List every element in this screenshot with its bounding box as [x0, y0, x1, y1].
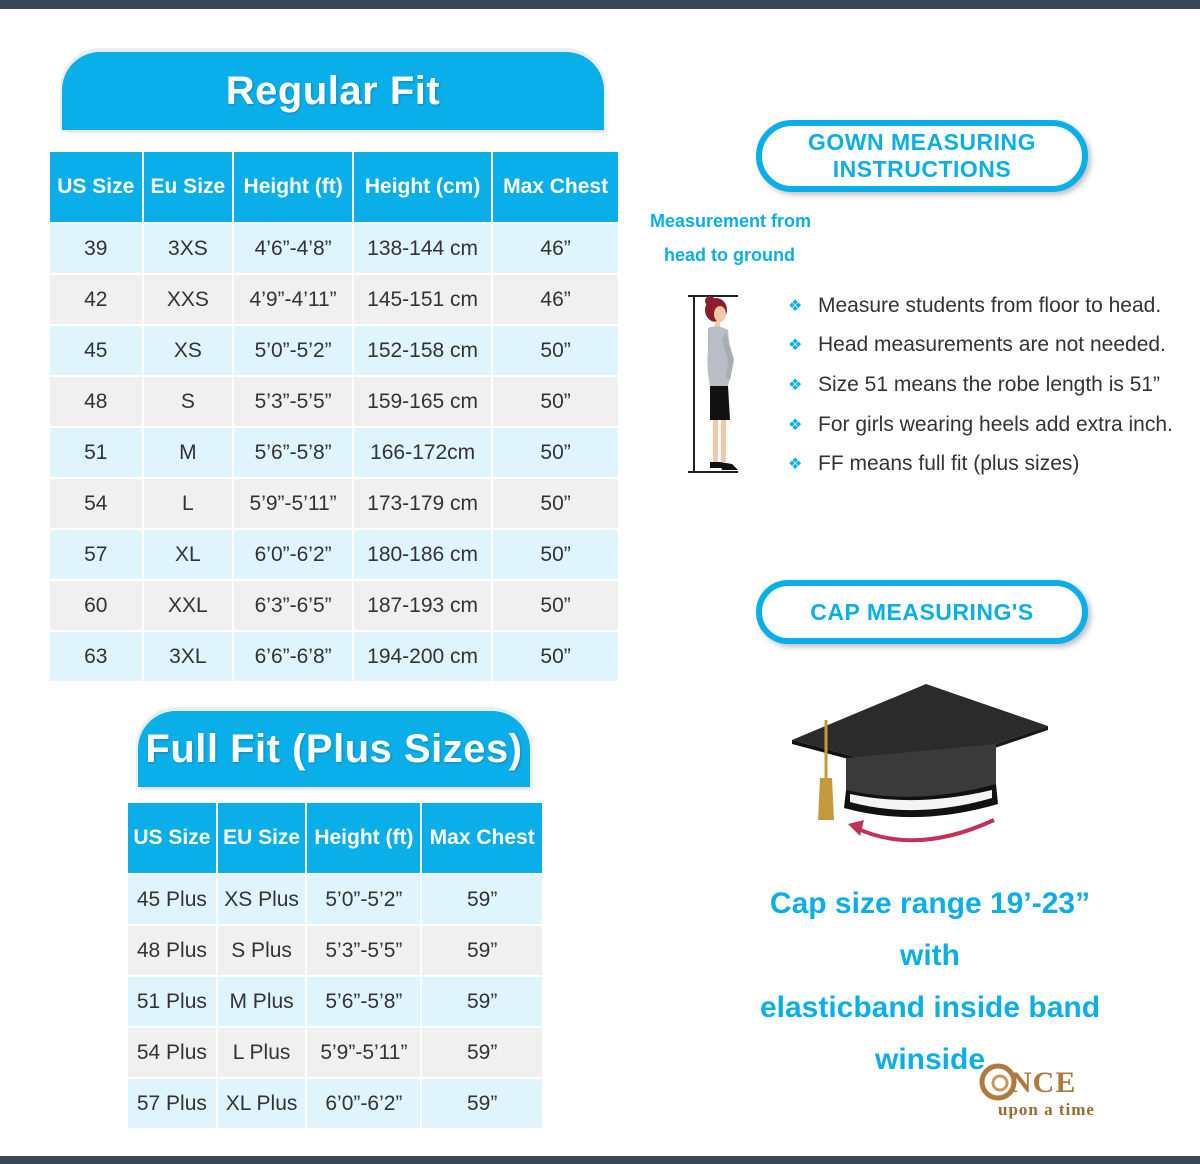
cell-height-cm: 159-165 cm — [354, 377, 491, 426]
cell-height-cm: 173-179 cm — [354, 479, 491, 528]
woman-figure-illustration — [680, 290, 760, 480]
cell-us-size: 54 Plus — [128, 1028, 216, 1077]
table-row — [50, 581, 618, 630]
instruction-text: Measure students from floor to head. — [818, 293, 1162, 317]
cell-height-cm: 180-186 cm — [354, 530, 491, 579]
header-height-ft: Height (ft) — [234, 152, 352, 222]
table-header-row — [128, 803, 542, 873]
cell-max-chest: 59” — [422, 926, 542, 975]
header-max-chest: Max Chest — [422, 803, 542, 873]
table-row — [128, 977, 542, 1026]
table-row — [50, 326, 618, 375]
table-row — [50, 632, 618, 681]
cell-height-ft: 5’9”-5’11” — [234, 479, 352, 528]
cell-height-ft: 5’6”-5’8” — [234, 428, 352, 477]
cell-height-ft: 5’3”-5’5” — [307, 926, 420, 975]
cell-height-ft: 6’0”-6’2” — [307, 1079, 420, 1128]
list-item — [788, 444, 1173, 484]
instruction-text: Size 51 means the robe length is 51” — [818, 372, 1161, 396]
full-fit-table — [126, 801, 544, 1130]
header-height-ft: Height (ft) — [307, 803, 420, 873]
instruction-text: FF means full fit (plus sizes) — [818, 452, 1080, 476]
header-eu-size: EU Size — [218, 803, 306, 873]
cell-max-chest: 46” — [493, 275, 618, 324]
header-eu-size: Eu Size — [144, 152, 233, 222]
cell-us-size: 42 — [50, 275, 142, 324]
full-fit-title: Full Fit (Plus Sizes) — [138, 711, 530, 787]
cell-height-ft: 6’0”-6’2” — [234, 530, 352, 579]
diamond-bullet-icon: ❖ — [788, 376, 803, 394]
regular-fit-table — [48, 150, 620, 683]
cell-eu-size: 3XS — [144, 224, 233, 273]
cap-measuring-title: CAP MEASURING'S — [756, 580, 1088, 644]
cell-eu-size: S — [144, 377, 233, 426]
cell-eu-size: XL — [144, 530, 233, 579]
cell-max-chest: 50” — [493, 632, 618, 681]
cell-eu-size: L Plus — [218, 1028, 306, 1077]
logo-once-text: NCE — [1010, 1066, 1077, 1099]
table-row — [128, 1028, 542, 1077]
cell-height-ft: 5’3”-5’5” — [234, 377, 352, 426]
table-row — [50, 530, 618, 579]
diamond-bullet-icon: ❖ — [788, 337, 803, 355]
list-item — [788, 405, 1173, 445]
cell-eu-size: XS — [144, 326, 233, 375]
top-border — [0, 0, 1200, 9]
cell-height-cm: 145-151 cm — [354, 275, 491, 324]
cell-eu-size: XXS — [144, 275, 233, 324]
cell-us-size: 51 — [50, 428, 142, 477]
table-row — [128, 875, 542, 924]
cap-text-line1: Cap size range 19’-23” with — [769, 887, 1091, 972]
gown-instructions-list — [788, 286, 1173, 484]
measurement-label-line2: head to ground — [664, 245, 795, 265]
cell-height-ft: 5’0”-5’2” — [307, 875, 420, 924]
header-height-cm: Height (cm) — [354, 152, 491, 222]
cell-max-chest: 59” — [422, 875, 542, 924]
measurement-label-line1: Measurement from — [650, 211, 812, 231]
cell-max-chest: 50” — [493, 326, 618, 375]
cell-max-chest: 50” — [493, 479, 618, 528]
cell-us-size: 45 — [50, 326, 142, 375]
table-row — [50, 275, 618, 324]
cell-max-chest: 59” — [422, 1079, 542, 1128]
cell-eu-size: L — [144, 479, 233, 528]
cell-height-ft: 6’6”-6’8” — [234, 632, 352, 681]
cell-us-size: 48 Plus — [128, 926, 216, 975]
regular-fit-title: Regular Fit — [62, 52, 604, 130]
cell-max-chest: 50” — [493, 377, 618, 426]
once-upon-a-time-logo — [978, 1062, 1118, 1124]
cell-us-size: 63 — [50, 632, 142, 681]
cell-height-ft: 5’0”-5’2” — [234, 326, 352, 375]
table-row — [128, 1079, 542, 1128]
cell-eu-size: XS Plus — [218, 875, 306, 924]
cell-height-cm: 138-144 cm — [354, 224, 491, 273]
table-row — [50, 377, 618, 426]
table-row — [50, 224, 618, 273]
cell-max-chest: 59” — [422, 1028, 542, 1077]
cap-text-line2: elasticband inside band winside — [759, 991, 1101, 1076]
gown-instructions-title — [756, 120, 1088, 192]
cell-max-chest: 50” — [493, 581, 618, 630]
cap-size-description — [740, 878, 1120, 1086]
cell-max-chest: 59” — [422, 977, 542, 1026]
cell-max-chest: 46” — [493, 224, 618, 273]
table-row — [50, 428, 618, 477]
graduation-cap-illustration — [786, 680, 1056, 860]
cell-height-ft: 4’9”-4’11” — [234, 275, 352, 324]
cell-max-chest: 50” — [493, 428, 618, 477]
cell-us-size: 51 Plus — [128, 977, 216, 1026]
cell-us-size: 39 — [50, 224, 142, 273]
header-us-size: US Size — [128, 803, 216, 873]
cell-us-size: 57 Plus — [128, 1079, 216, 1128]
cell-us-size: 54 — [50, 479, 142, 528]
list-item — [788, 286, 1173, 326]
instruction-text: Head measurements are not needed. — [818, 333, 1166, 357]
cell-height-cm: 166-172cm — [354, 428, 491, 477]
cell-eu-size: XXL — [144, 581, 233, 630]
cell-height-ft: 5’6”-5’8” — [307, 977, 420, 1026]
table-header-row — [50, 152, 618, 222]
cell-eu-size: M Plus — [218, 977, 306, 1026]
cell-height-ft: 4’6”-4’8” — [234, 224, 352, 273]
cell-height-cm: 152-158 cm — [354, 326, 491, 375]
diamond-bullet-icon: ❖ — [788, 416, 803, 434]
bottom-border — [0, 1156, 1200, 1164]
gown-title-line2: INSTRUCTIONS — [832, 156, 1012, 182]
instruction-text: For girls wearing heels add extra inch. — [818, 412, 1173, 436]
cell-us-size: 45 Plus — [128, 875, 216, 924]
logo-tagline: upon a time — [998, 1100, 1095, 1119]
table-row — [128, 926, 542, 975]
table-row — [50, 479, 618, 528]
cell-height-ft: 5’9”-5’11” — [307, 1028, 420, 1077]
header-max-chest: Max Chest — [493, 152, 618, 222]
cell-height-cm: 194-200 cm — [354, 632, 491, 681]
diamond-bullet-icon: ❖ — [788, 297, 803, 315]
cell-height-ft: 6’3”-6’5” — [234, 581, 352, 630]
header-us-size: US Size — [50, 152, 142, 222]
cell-eu-size: XL Plus — [218, 1079, 306, 1128]
gown-title-line1: GOWN MEASURING — [807, 129, 1037, 155]
cell-eu-size: 3XL — [144, 632, 233, 681]
diamond-bullet-icon: ❖ — [788, 456, 803, 474]
cell-height-cm: 187-193 cm — [354, 581, 491, 630]
list-item — [788, 365, 1173, 405]
cell-us-size: 57 — [50, 530, 142, 579]
cell-eu-size: M — [144, 428, 233, 477]
cell-eu-size: S Plus — [218, 926, 306, 975]
list-item — [788, 326, 1173, 366]
cell-us-size: 48 — [50, 377, 142, 426]
cell-max-chest: 50” — [493, 530, 618, 579]
cell-us-size: 60 — [50, 581, 142, 630]
